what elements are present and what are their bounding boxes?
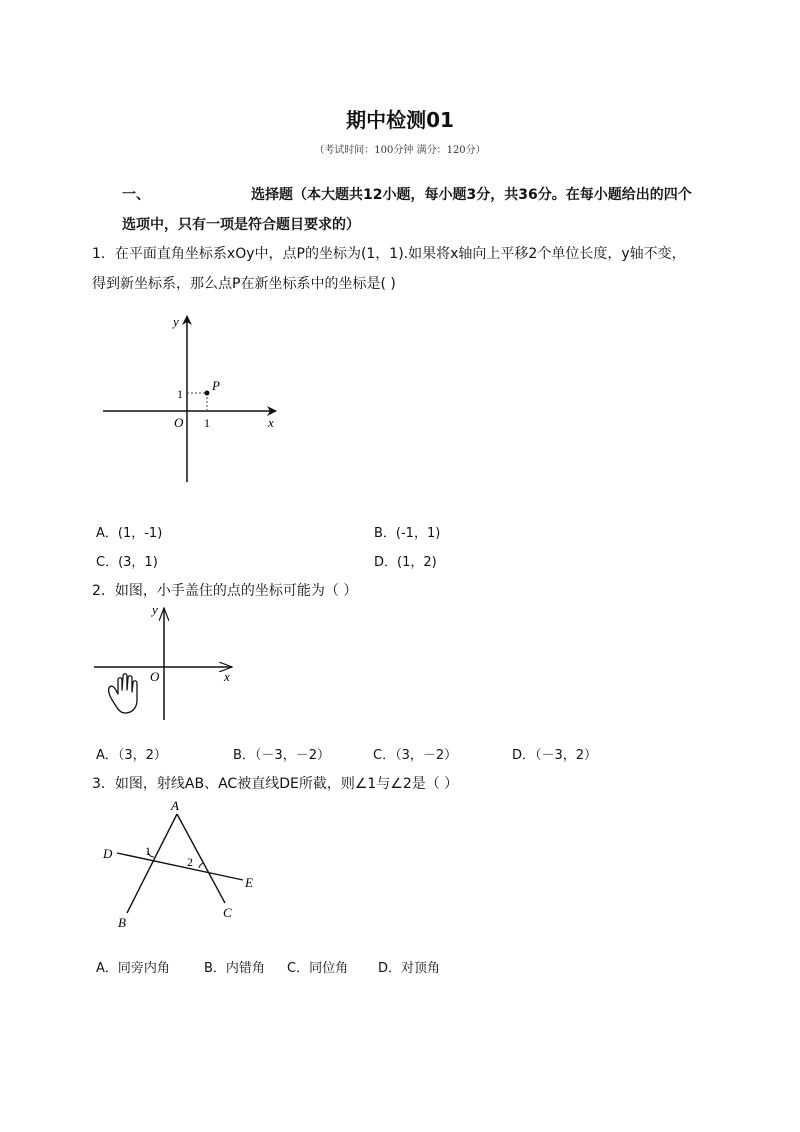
question-1-text-line2: 得到新坐标系，那么点P在新坐标系中的坐标是( ): [92, 276, 396, 292]
section-heading-line1: 选择题（本大题共12小题，每小题3分，共36分。在每小题给出的四个: [251, 187, 692, 203]
question-3-figure: [95, 795, 265, 935]
label-e: E: [245, 875, 253, 890]
tick-y-label: 1: [177, 387, 183, 401]
question-3-option-a[interactable]: A．同旁内角: [96, 961, 170, 976]
question-3-text: 3．如图，射线AB、AC被直线DE所截，则∠1与∠2是（ ）: [92, 776, 459, 792]
section-heading-line2: 选项中，只有一项是符合题目要求的）: [122, 217, 360, 233]
question-1-figure: [100, 310, 300, 490]
question-1-option-a[interactable]: A．(1，-1): [96, 526, 163, 541]
line-de: [117, 853, 243, 880]
ray-ac: [177, 814, 225, 903]
question-1-text-line1: 1．在平面直角坐标系xOy中，点P的坐标为(1，1).如果将x轴向上平移2个单位长度，y轴不变，: [92, 246, 686, 262]
label-b: B: [118, 915, 126, 930]
x-axis-label: x: [224, 669, 230, 684]
point-p: [205, 391, 210, 396]
exam-info: （考试时间：100分钟 满分：120分）: [314, 145, 486, 156]
x-axis-label: x: [268, 415, 274, 430]
question-3-option-b[interactable]: B．内错角: [204, 961, 265, 976]
origin-label: O: [174, 415, 184, 430]
question-2-text: 2．如图，小手盖住的点的坐标可能为（ ）: [92, 583, 358, 599]
page-title: 期中检测01: [346, 108, 454, 132]
question-1-option-d[interactable]: D．(1，2): [374, 555, 437, 570]
section-number: 一、: [122, 187, 150, 203]
question-2-option-d[interactable]: D．（－3，2）: [512, 748, 598, 763]
question-2-figure: [92, 600, 242, 722]
question-3-option-d[interactable]: D．对顶角: [378, 961, 441, 976]
question-1-option-b[interactable]: B．(-1，1): [374, 526, 441, 541]
question-1-option-c[interactable]: C．(3，1): [96, 555, 158, 570]
label-d: D: [103, 846, 113, 861]
question-3-option-c[interactable]: C．同位角: [287, 961, 349, 976]
label-a: A: [171, 798, 179, 813]
y-axis-label: y: [173, 314, 179, 329]
ray-ab: [127, 814, 177, 913]
question-2-option-a[interactable]: A．（3，2）: [96, 748, 167, 763]
tick-x-label: 1: [204, 416, 210, 430]
y-axis-label: y: [152, 602, 158, 617]
hand-icon: [109, 674, 137, 713]
label-c: C: [223, 905, 232, 920]
origin-label: O: [150, 669, 160, 684]
point-p-label: P: [212, 378, 220, 393]
label-angle-1: 1: [145, 844, 151, 858]
label-angle-2: 2: [187, 855, 193, 869]
question-2-option-b[interactable]: B．（－3，－2）: [233, 748, 330, 763]
question-2-option-c[interactable]: C．（3，－2）: [373, 748, 458, 763]
